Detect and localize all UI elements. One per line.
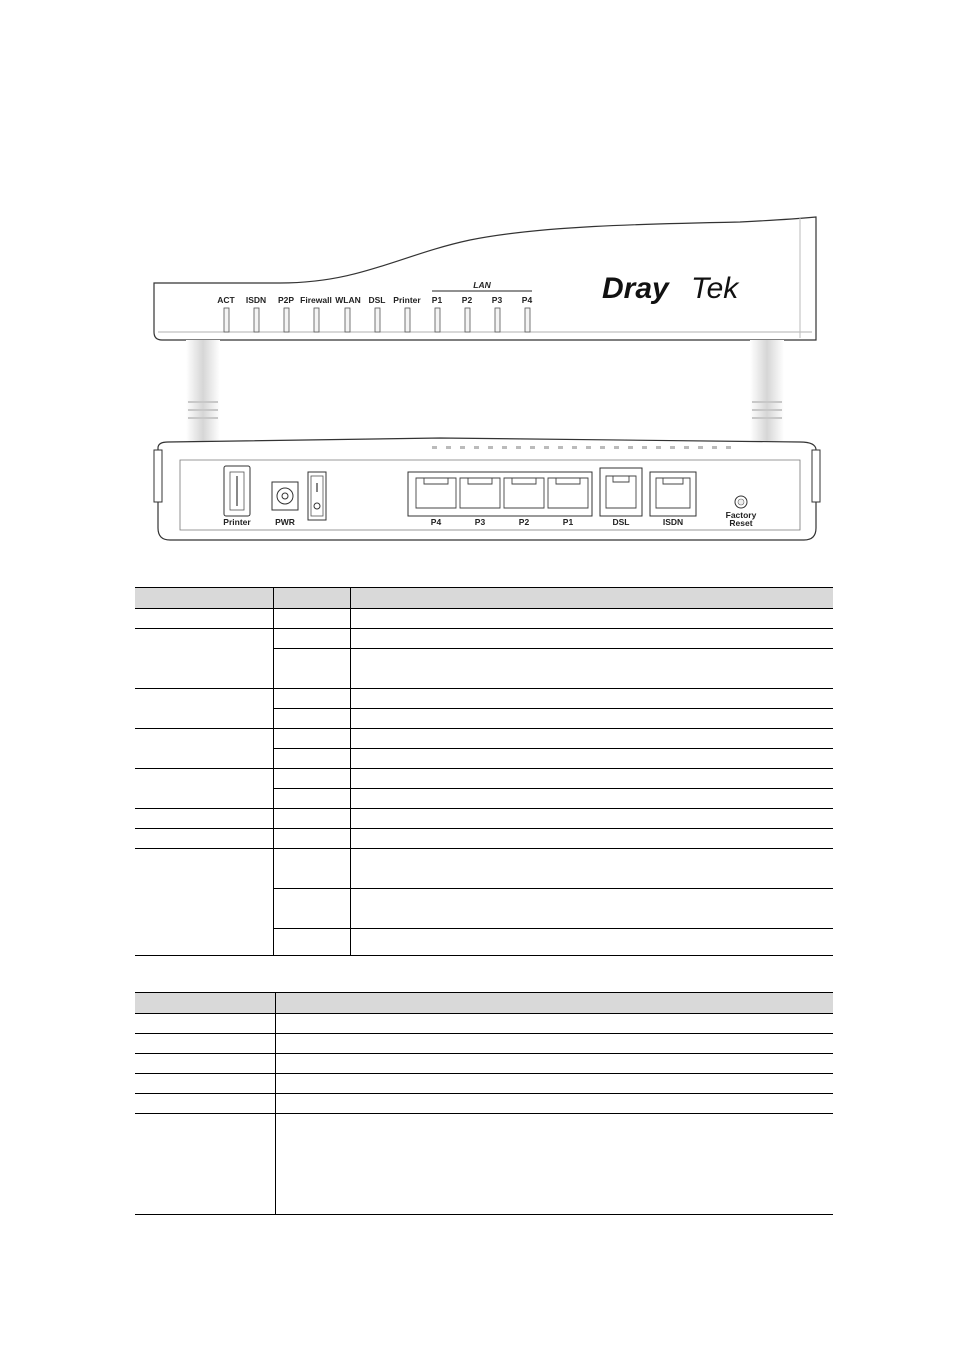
table-cell <box>275 1054 833 1074</box>
table-cell <box>350 789 833 809</box>
printer-port-label: Printer <box>223 517 251 527</box>
led-table-header-cell <box>350 588 833 609</box>
printer-port <box>224 466 250 516</box>
table-cell <box>350 689 833 709</box>
led-table <box>135 587 833 956</box>
table-cell <box>135 689 273 729</box>
table-cell <box>135 1114 275 1215</box>
table-cell <box>350 749 833 769</box>
table-cell <box>350 629 833 649</box>
table-cell <box>273 649 350 689</box>
router-rear-panel <box>154 438 820 540</box>
port-table-header-cell <box>275 993 833 1014</box>
table-row <box>135 629 833 649</box>
port-table <box>135 992 833 1215</box>
table-cell <box>275 1034 833 1054</box>
table-cell <box>273 749 350 769</box>
port-table-header-cell <box>135 993 275 1014</box>
table-cell <box>273 729 350 749</box>
led-label-p3: P3 <box>491 295 503 305</box>
table-cell <box>350 929 833 956</box>
table-cell <box>275 1014 833 1034</box>
table-row <box>135 1014 833 1034</box>
table-cell <box>273 889 350 929</box>
table-cell <box>275 1114 833 1215</box>
table-cell <box>350 609 833 629</box>
led-label-dsl: DSL <box>368 295 386 305</box>
table-cell <box>273 629 350 649</box>
table-cell <box>135 1074 275 1094</box>
table-row <box>135 809 833 829</box>
table-cell <box>135 829 273 849</box>
table-row <box>135 1054 833 1074</box>
table-cell <box>273 789 350 809</box>
table-cell <box>135 1014 275 1034</box>
lan-port-label-p4: P4 <box>430 517 442 527</box>
led-label-wlan: WLAN <box>335 295 361 305</box>
port-table-header <box>135 993 833 1014</box>
led-label-p2p: P2P <box>277 295 295 305</box>
dsl-port-label: DSL <box>612 517 630 527</box>
table-row <box>135 829 833 849</box>
logo-tek: Tek <box>691 272 739 305</box>
led-label-p1: P1 <box>431 295 443 305</box>
table-cell <box>273 609 350 629</box>
table-row <box>135 689 833 709</box>
table-cell <box>275 1094 833 1114</box>
isdn-port-label: ISDN <box>662 517 684 527</box>
table-row <box>135 729 833 749</box>
table-row <box>135 849 833 889</box>
table-cell <box>350 829 833 849</box>
table-row <box>135 1094 833 1114</box>
table-cell <box>135 609 273 629</box>
table-cell <box>135 1054 275 1074</box>
table-row <box>135 1114 833 1215</box>
table-cell <box>350 769 833 789</box>
led-label-act: ACT <box>217 295 235 305</box>
table-cell <box>135 1034 275 1054</box>
table-cell <box>135 1094 275 1114</box>
factory-reset-label-line2: Reset <box>729 518 753 528</box>
led-label-isdn: ISDN <box>245 295 267 305</box>
led-table-header-cell <box>135 588 273 609</box>
led-label-p4: P4 <box>521 295 533 305</box>
table-cell <box>273 849 350 889</box>
table-cell <box>273 769 350 789</box>
table-cell <box>350 809 833 829</box>
lan-port-label-p3: P3 <box>474 517 486 527</box>
router-illustration <box>140 210 830 550</box>
factory-reset-label-line1: Factory <box>725 510 757 520</box>
table-row <box>135 769 833 789</box>
table-row <box>135 1074 833 1094</box>
led-label-firewall: Firewall <box>300 295 332 305</box>
lan-group-label: LAN <box>473 280 491 290</box>
power-switch <box>308 472 326 520</box>
table-cell <box>273 929 350 956</box>
table-cell <box>275 1074 833 1094</box>
table-cell <box>135 629 273 689</box>
led-label-p2: P2 <box>461 295 473 305</box>
table-cell <box>350 709 833 729</box>
table-cell <box>350 649 833 689</box>
table-cell <box>350 849 833 889</box>
power-label: PWR <box>275 517 295 527</box>
isdn-port <box>650 472 696 516</box>
table-row <box>135 609 833 629</box>
table-cell <box>273 689 350 709</box>
lan-ports <box>408 472 592 516</box>
lan-port-label-p1: P1 <box>562 517 574 527</box>
table-cell <box>135 729 273 769</box>
table-cell <box>273 709 350 729</box>
power-jack <box>272 482 298 510</box>
table-cell <box>350 889 833 929</box>
lan-port-label-p2: P2 <box>518 517 530 527</box>
led-table-header-cell <box>273 588 350 609</box>
logo-dray: Dray <box>602 272 669 305</box>
table-cell <box>135 849 273 956</box>
table-cell <box>273 809 350 829</box>
led-label-printer: Printer <box>393 295 421 305</box>
table-cell <box>273 829 350 849</box>
dsl-port <box>600 468 642 516</box>
table-cell <box>135 809 273 829</box>
led-table-header <box>135 588 833 609</box>
table-row <box>135 1034 833 1054</box>
table-cell <box>135 769 273 809</box>
factory-reset-button <box>735 496 747 508</box>
router-front-panel <box>154 217 816 340</box>
table-cell <box>350 729 833 749</box>
